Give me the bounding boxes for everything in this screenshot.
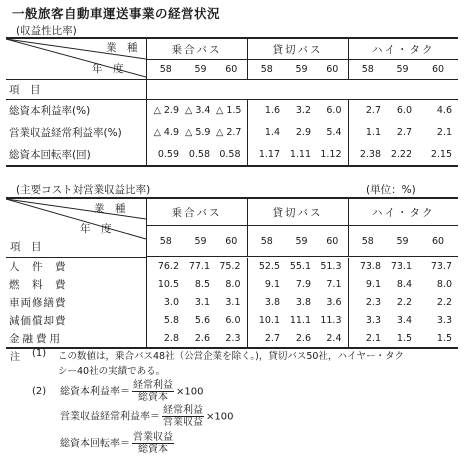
cell-value: 0.58 [185, 144, 216, 166]
cell-value: 52.5 [247, 258, 286, 276]
cell-value: 3.2 [295, 105, 311, 117]
cell-value: 8.5 [194, 279, 210, 290]
row-label: 総資本利益率(%) [9, 105, 91, 118]
formula-fraction [162, 405, 204, 428]
cell-value: 5.8 [146, 312, 185, 330]
cell-value: 2.2 [396, 297, 412, 308]
cell-value: 2.9 [295, 127, 311, 138]
cell-value: 5.6 [194, 315, 210, 326]
cell-value: 77.1 [188, 261, 210, 272]
year-header: 60 [216, 60, 247, 80]
cell-value: 76.2 [146, 258, 185, 276]
year-header: 60 [317, 60, 348, 80]
cell-value: 3.1 [194, 297, 210, 308]
row-label: 減価償却費 [9, 315, 67, 327]
formula-denominator: 営業収益 [163, 417, 203, 428]
cell-value: △ 2.7 [216, 127, 242, 138]
cell-value: 6.0 [396, 105, 412, 117]
group-header-hire-taxi: ハイ・タク [348, 38, 458, 60]
cell-value: 3.6 [326, 297, 342, 308]
cell-value: 2.3 [216, 330, 247, 348]
cell-value: 2.1 [348, 330, 387, 348]
row-label: 営業収益経常利益率(%) [9, 127, 122, 139]
cell-value: 3.4 [396, 315, 412, 326]
group-header-route-bus: 乗合バス [146, 38, 247, 60]
cell-value: 11.1 [289, 315, 311, 326]
cell-value: 1.5 [418, 330, 458, 348]
cell-value: 2.15 [418, 144, 458, 166]
cell-value: 10.1 [247, 312, 286, 330]
table-row [6, 312, 458, 330]
year-header: 59 [286, 226, 317, 257]
year-header: 60 [317, 226, 348, 257]
formula-total-capital-return [60, 380, 203, 403]
cell-value: 3.1 [225, 297, 241, 308]
table-row [6, 294, 458, 312]
year-header: 59 [185, 60, 216, 80]
note-label: 注 [10, 352, 20, 363]
item-column-label: 項 目 [6, 80, 146, 100]
formula-fraction [132, 380, 174, 403]
year-header: 60 [418, 226, 458, 257]
cost-ratio-table [6, 197, 458, 349]
formula-numerator: 経常利益 [163, 405, 203, 416]
row-label: 総資本回転率(回) [6, 144, 146, 166]
cell-value: 2.7 [348, 100, 387, 122]
formula-label: 総資本回転率＝ [60, 438, 130, 450]
cell-value: 2.6 [286, 330, 317, 348]
table-row [6, 144, 458, 166]
cell-value: 8.0 [436, 279, 452, 290]
row-label: 金融費用 [6, 330, 146, 348]
cell-value: 2.7 [396, 127, 412, 138]
group-header-hire-taxi: ハイ・タク [348, 198, 458, 226]
formula-denominator: 総資本 [138, 392, 168, 403]
cell-value: 9.1 [247, 276, 286, 294]
cell-value: △ 1.5 [216, 105, 242, 117]
corner-label-year: 年 度 [80, 223, 112, 235]
cell-value: 7.9 [295, 279, 311, 290]
formula-fraction [132, 432, 174, 455]
note1-text: この数値は，乗合バス48社（公営企業を除く。)，貸切バス50社，ハイヤー・タク [58, 351, 404, 362]
cell-value: 11.3 [320, 315, 342, 326]
formula-label: 総資本利益率＝ [60, 386, 130, 398]
cell-value: 2.3 [348, 294, 387, 312]
year-header: 60 [418, 60, 458, 80]
cell-value: 73.7 [430, 261, 452, 272]
cell-value: 10.5 [146, 276, 185, 294]
cell-value: 2.6 [185, 330, 216, 348]
table-row [6, 276, 458, 294]
cell-value: 51.3 [320, 261, 342, 272]
formula-denominator: 総資本 [138, 444, 168, 455]
unit-label: (単位：%) [366, 184, 416, 196]
year-header: 59 [185, 226, 216, 257]
cell-value: 5.4 [326, 127, 342, 138]
cell-value: 1.5 [387, 330, 418, 348]
row-label: 人 件 費 [9, 261, 67, 274]
cell-value: 1.17 [247, 144, 286, 166]
cell-value: 1.6 [247, 100, 286, 122]
table-row [6, 330, 458, 348]
profitability-table [6, 37, 458, 167]
year-header: 59 [387, 226, 418, 257]
cell-value: 8.4 [396, 279, 412, 290]
cell-value: 73.8 [348, 258, 387, 276]
corner-label-year: 年 度 [92, 63, 124, 75]
year-header: 58 [247, 226, 286, 257]
cell-value: 75.2 [219, 261, 241, 272]
note2-mark: (2) [32, 386, 47, 397]
cell-value: 8.0 [225, 279, 241, 290]
cell-value: 1.11 [286, 144, 317, 166]
cell-value: 0.59 [146, 144, 185, 166]
cell-value: 6.0 [225, 315, 241, 326]
row-label: 燃 料 費 [9, 279, 67, 291]
cell-value: △ 4.9 [146, 122, 185, 144]
section2-caption: (主要コスト対営業収益比率) [16, 184, 151, 196]
cell-value: 55.1 [289, 261, 311, 272]
cell-value: 3.8 [295, 297, 311, 308]
cell-value: 2.38 [348, 144, 387, 166]
page-title: 一般旅客自動車運送事業の経営状況 [12, 6, 221, 21]
year-header: 58 [146, 60, 185, 80]
formula-numerator: 営業収益 [133, 432, 173, 443]
cell-value: 3.0 [146, 294, 185, 312]
cell-value: 2.2 [436, 297, 452, 308]
group-header-charter-bus: 貸切バス [247, 198, 348, 226]
cell-value: 2.1 [436, 127, 452, 138]
row-label: 車両修繕費 [9, 297, 67, 309]
group-header-charter-bus: 貸切バス [247, 38, 348, 60]
note1-mark: (1) [32, 348, 47, 359]
cell-value: 2.8 [146, 330, 185, 348]
table-row [6, 258, 458, 276]
formula-numerator: 経常利益 [133, 380, 173, 391]
table-row [6, 122, 458, 144]
formula-operating-ordinary-margin [60, 405, 233, 428]
year-header: 58 [348, 226, 387, 257]
cell-value: △ 5.9 [185, 127, 211, 138]
note1-text-cont: シー40社の実績である。 [58, 366, 166, 377]
cell-value: 2.4 [317, 330, 348, 348]
cell-value: 3.3 [436, 315, 452, 326]
item-column-label: 項 目 [10, 241, 42, 253]
cell-value: 0.58 [216, 144, 247, 166]
formula-capital-turnover [60, 432, 176, 455]
year-header: 59 [286, 60, 317, 80]
year-header: 59 [387, 60, 418, 80]
corner-label-industry: 業 種 [94, 203, 126, 215]
table-corner-header [6, 198, 146, 258]
cell-value: 2.22 [387, 144, 418, 166]
cell-value: 2.7 [247, 330, 286, 348]
year-header: 60 [216, 226, 247, 257]
year-header: 58 [348, 60, 387, 80]
cell-value: 1.1 [348, 122, 387, 144]
corner-label-industry: 業 種 [106, 42, 138, 54]
year-header: 58 [146, 226, 185, 257]
cell-value: 1.12 [317, 144, 348, 166]
cell-value: 9.1 [348, 276, 387, 294]
cell-value: △ 2.9 [146, 100, 185, 122]
year-header: 58 [247, 60, 286, 80]
formula-multiplier: ×100 [206, 411, 234, 423]
formula-multiplier: ×100 [176, 386, 204, 398]
table-corner-header [6, 38, 146, 80]
cell-value: 6.0 [326, 105, 342, 117]
table-row [6, 100, 458, 122]
formula-label: 営業収益経常利益率＝ [60, 411, 160, 423]
cell-value: 4.6 [436, 105, 452, 117]
cell-value: 7.1 [326, 279, 342, 290]
cell-value: 1.4 [247, 122, 286, 144]
cell-value: 3.3 [348, 312, 387, 330]
cell-value: 3.8 [247, 294, 286, 312]
cell-value: △ 3.4 [185, 105, 211, 117]
section1-caption: (収益性比率) [16, 25, 77, 37]
group-header-route-bus: 乗合バス [146, 198, 247, 226]
cell-value: 73.1 [390, 261, 412, 272]
